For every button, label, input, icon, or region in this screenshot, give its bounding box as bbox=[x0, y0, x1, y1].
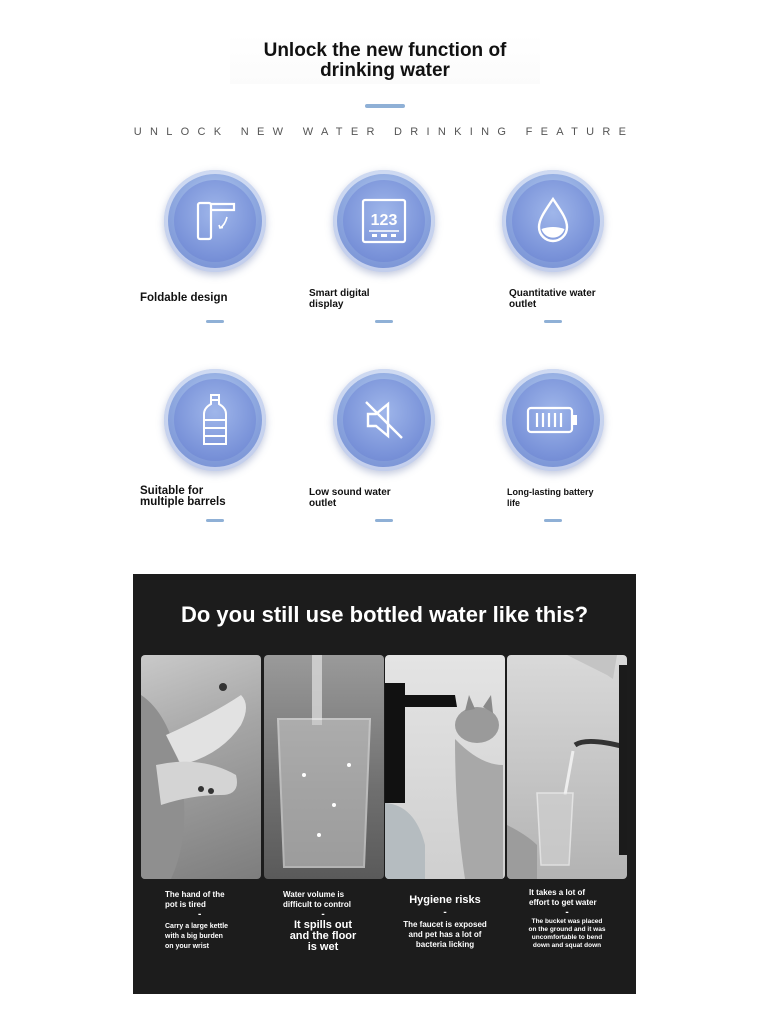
feature-icon-circle bbox=[164, 369, 266, 471]
foldable-tap-icon bbox=[189, 195, 241, 247]
feature-label-foldable: Foldable design bbox=[140, 292, 228, 304]
feature-foldable-design bbox=[140, 170, 290, 272]
feature-battery-life bbox=[478, 369, 628, 471]
feature-label-battery: Long-lasting battery life bbox=[507, 487, 594, 508]
feature-dash bbox=[206, 320, 224, 323]
battery-icon bbox=[525, 402, 581, 438]
title-line-1: Unlock the new function of bbox=[263, 40, 507, 61]
svg-text:123: 123 bbox=[370, 212, 398, 229]
digital-display-icon bbox=[357, 194, 411, 248]
feature-smart-display bbox=[309, 170, 459, 272]
feature-multiple-barrels bbox=[140, 369, 290, 471]
feature-icon-circle bbox=[333, 170, 435, 272]
photo-pouring-water bbox=[507, 655, 627, 879]
feature-label-quantitative: Quantitative water outlet bbox=[509, 288, 596, 310]
photo-overflowing-glass bbox=[264, 655, 384, 879]
feature-dash bbox=[375, 320, 393, 323]
bottled-water-section bbox=[133, 574, 636, 994]
section-title bbox=[230, 34, 540, 84]
feature-dash bbox=[206, 519, 224, 522]
feature-dash bbox=[544, 519, 562, 522]
feature-label-low-sound: Low sound water outlet bbox=[309, 487, 391, 509]
title-divider bbox=[365, 104, 405, 108]
bottled-water-title: Do you still use bottled water like this? bbox=[180, 602, 589, 627]
feature-dash bbox=[544, 320, 562, 323]
mute-icon bbox=[358, 394, 410, 446]
caption-hygiene-risks: Hygiene risks - The faucet is exposed and pet has a lot of bacteria licking bbox=[403, 894, 487, 949]
feature-icon-circle bbox=[502, 369, 604, 471]
caption-tired-wrist: The hand of the pot is tired - Carry a large kettle with a big burden on your wrist bbox=[165, 890, 229, 950]
feature-label-barrels: Suitable for multiple barrels bbox=[140, 485, 226, 508]
photo-cat-dispenser bbox=[385, 655, 505, 879]
caption-effort: It takes a lot of effort to get water - The bucket was placed on the ground and it was uncomfortable to bend down and squat down bbox=[528, 888, 606, 949]
caption-water-volume: Water volume is difficult to control - It spills out and the floor is wet bbox=[283, 890, 357, 953]
feature-icon-circle bbox=[333, 369, 435, 471]
feature-dash bbox=[375, 519, 393, 522]
water-drop-icon bbox=[531, 195, 575, 247]
bottle-icon bbox=[195, 392, 235, 448]
feature-low-sound bbox=[309, 369, 459, 471]
feature-label-smart-display: Smart digital display bbox=[309, 288, 370, 310]
feature-quantitative-outlet bbox=[478, 170, 628, 272]
feature-icon-circle bbox=[502, 170, 604, 272]
photo-tired-wrist bbox=[141, 655, 261, 879]
section-subtitle: UNLOCK NEW WATER DRINKING FEATURE bbox=[133, 126, 635, 138]
feature-icon-circle bbox=[164, 170, 266, 272]
title-line-2: drinking water bbox=[320, 60, 450, 81]
